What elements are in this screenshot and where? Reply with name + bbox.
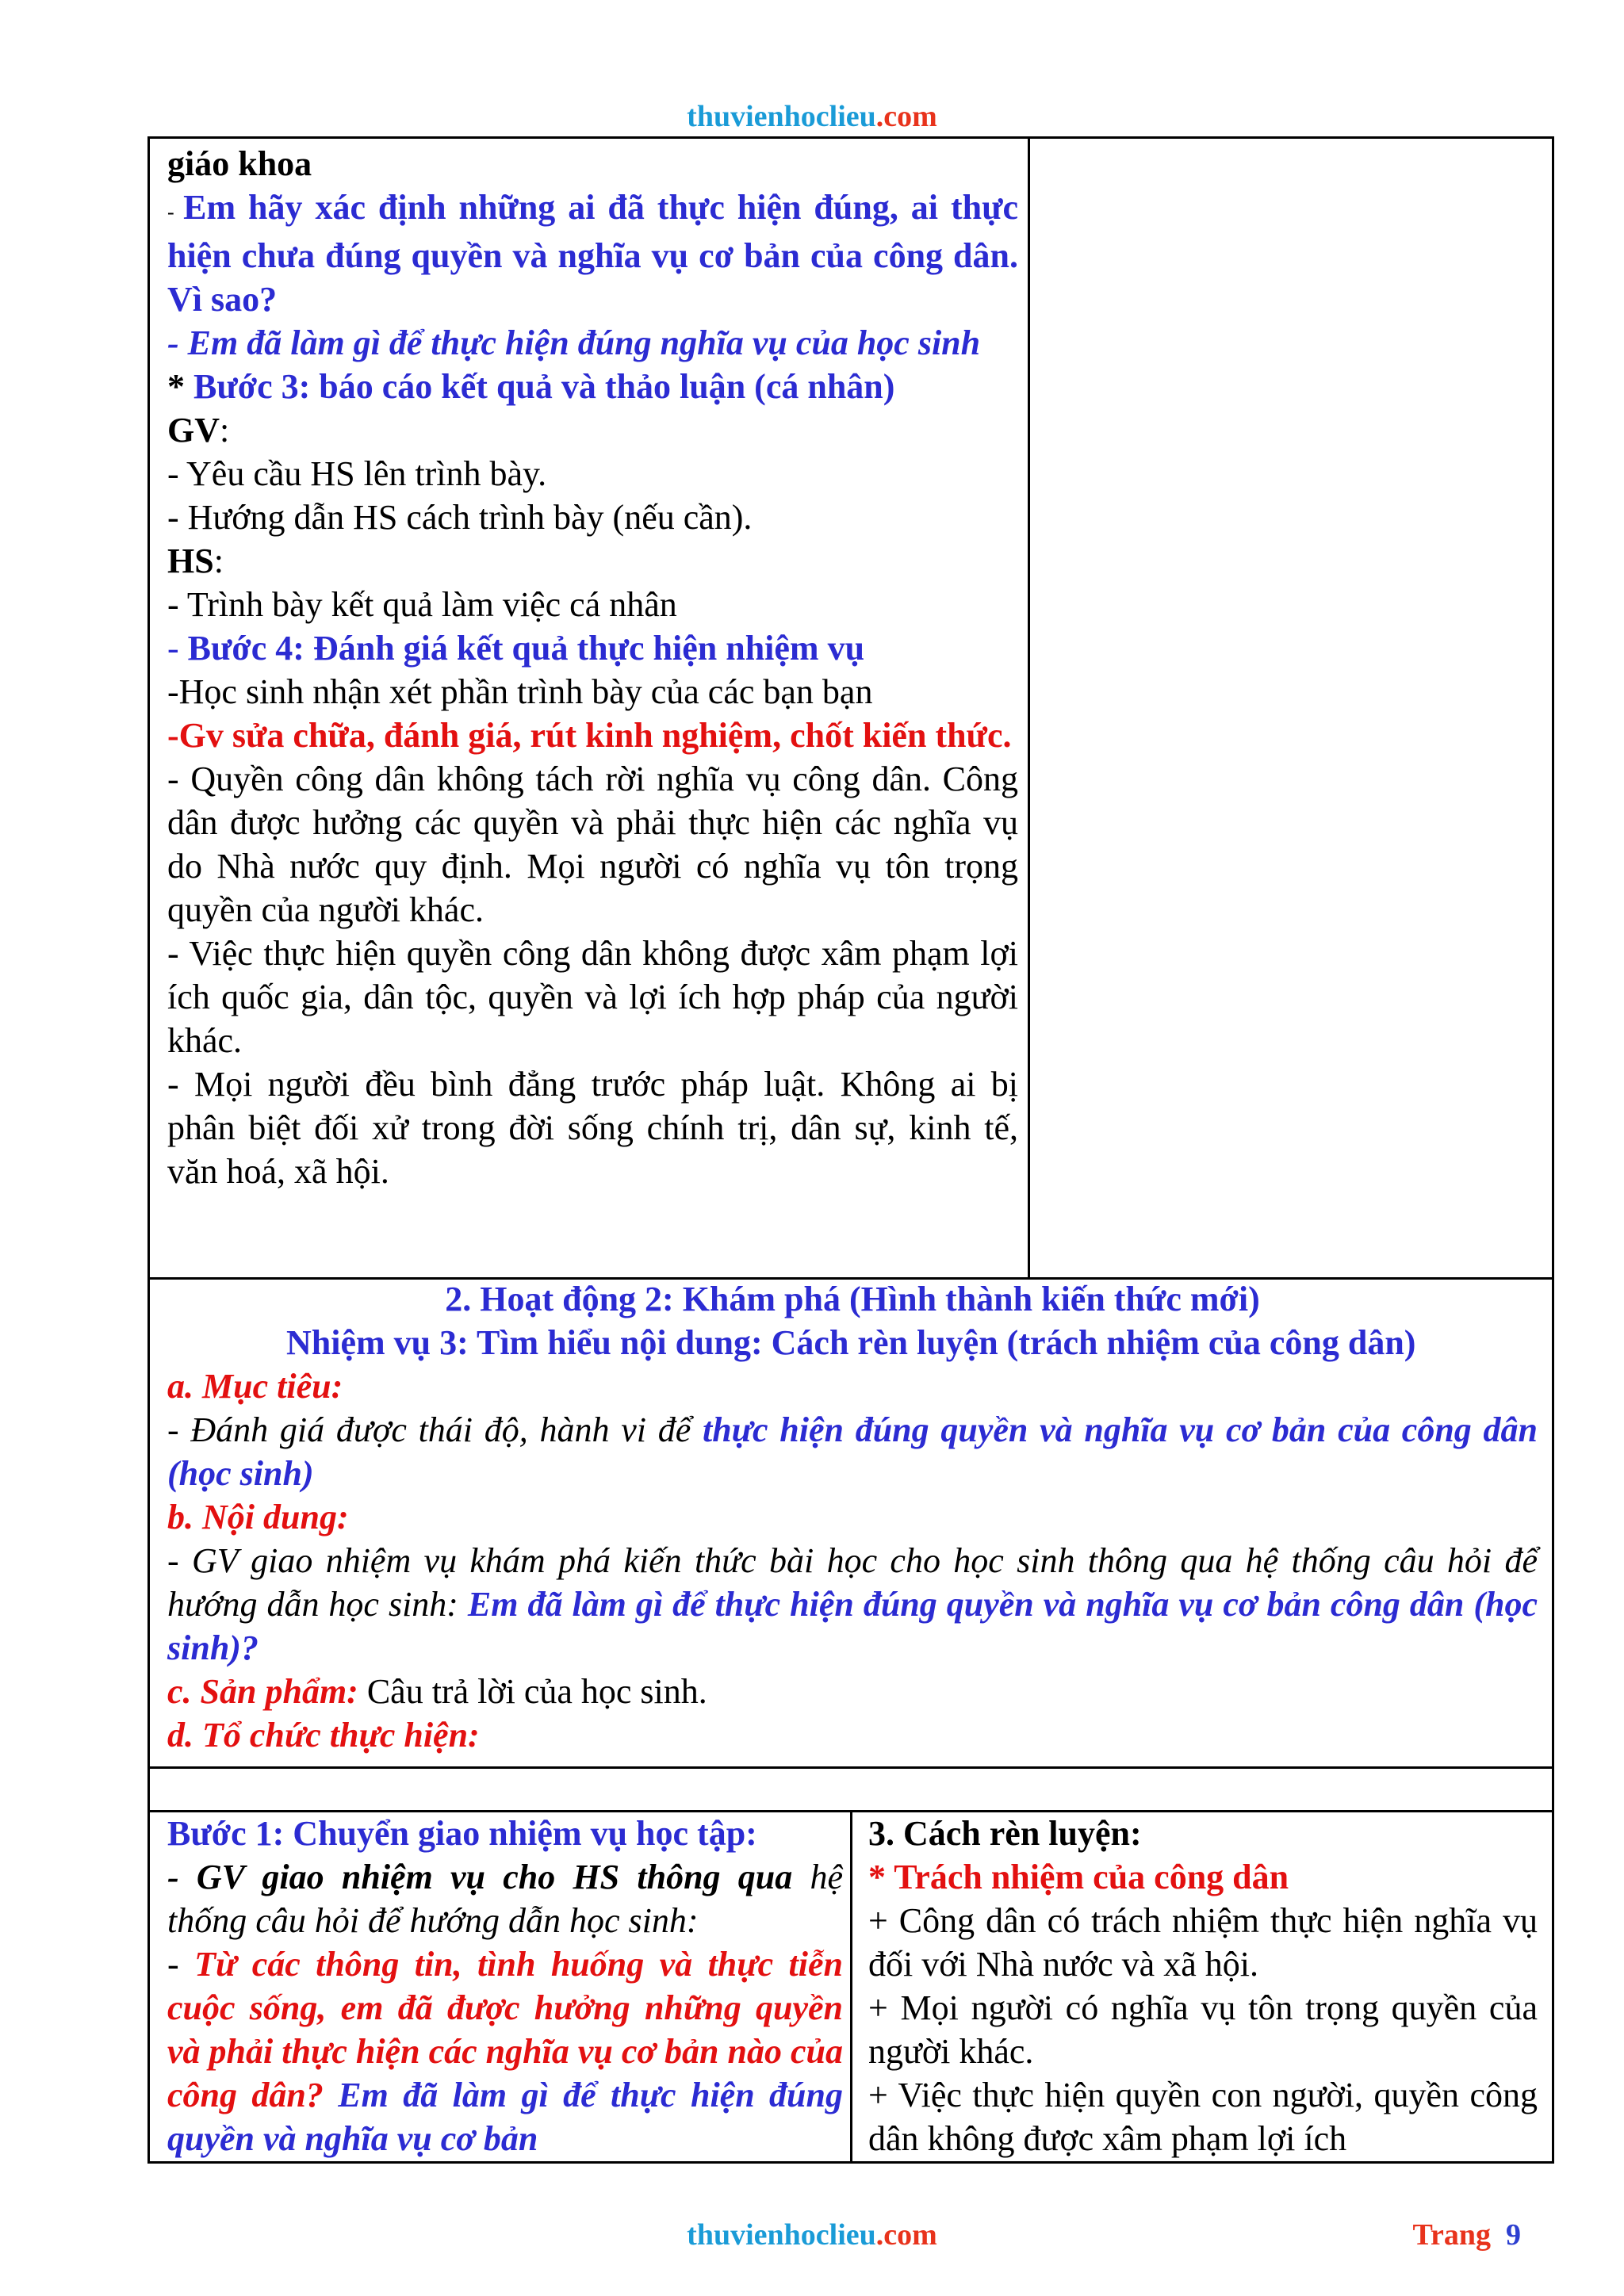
bottom-right-cell: [850, 1810, 1554, 2164]
text-line: - Trình bày kết quả làm việc cá nhân: [167, 585, 677, 624]
gv-conclusion: -Gv sửa chữa, đánh giá, rút kinh nghiệm, chốt kiến thức.: [167, 716, 1012, 755]
text-line: - Hướng dẫn HS cách trình bày (nếu cần).: [167, 498, 753, 537]
gv-task: - GV giao nhiệm vụ cho HS thông qua hệ thống câu hỏi để hướng dẫn học sinh:: [167, 1858, 844, 1940]
activity-title: 2. Hoạt động 2: Khám phá (Hình thành kiến thức mới): [445, 1280, 1260, 1318]
step4-heading: - Bước 4: Đánh giá kết quả thực hiện nhiệm vụ: [167, 629, 865, 668]
text-line: giáo khoa: [167, 144, 312, 183]
section-b-text: - GV giao nhiệm vụ khám phá kiến thức bài học cho học sinh thông qua hệ thống câu hỏi để hướng dẫn học sinh: Em đã làm gì để thực hiện đúng quyền và nghĩa vụ cơ bản công dân (học sinh)?: [167, 1541, 1538, 1667]
task-title: Nhiệm vụ 3: Tìm hiểu nội dung: Cách rèn luyện (trách nhiệm của công dân): [286, 1323, 1416, 1362]
list-item: + Mọi người có nghĩa vụ tôn trọng quyền của người khác.: [868, 1988, 1538, 2071]
top-left-cell: [147, 136, 1029, 1280]
paragraph: - Quyền công dân không tách rời nghĩa vụ công dân. Công dân được hưởng các quyền và phải thực hiện các nghĩa vụ do Nhà nước quy định. Mọi người có nghĩa vụ tôn trọng quyền của người khác.: [167, 760, 1018, 929]
paragraph: - Mọi người đều bình đẳng trước pháp luật. Không ai bị phân biệt đối xử trong đời sống chính trị, dân sự, kinh tế, văn hoá, xã hội.: [167, 1065, 1018, 1191]
header-site: thuvienhoclieu.com: [687, 100, 937, 133]
list-item: + Việc thực hiện quyền con người, quyền công dân không được xâm phạm lợi ích: [868, 2076, 1538, 2158]
section-subtitle: * Trách nhiệm của công dân: [868, 1858, 1289, 1896]
top-right-cell: [1028, 136, 1554, 1280]
activity-cell: [147, 1277, 1554, 1769]
bottom-left-cell: [147, 1810, 852, 2164]
list-item: + Công dân có trách nhiệm thực hiện nghĩa vụ đối với Nhà nước và xã hội.: [868, 1901, 1538, 1984]
question-1: - Em hãy xác định những ai đã thực hiện đúng, ai thực hiện chưa đúng quyền và nghĩa vụ cơ bản của công dân. Vì sao?: [167, 188, 1019, 319]
step1-heading: Bước 1: Chuyển giao nhiệm vụ học tập:: [167, 1814, 757, 1853]
footer-site: thuvienhoclieu.com: [687, 2218, 937, 2252]
step3-heading: * Bước 3: báo cáo kết quả và thảo luận (cá nhân): [167, 367, 895, 406]
hs-label: HS:: [167, 541, 224, 580]
section-a-label: a. Mục tiêu:: [167, 1367, 343, 1406]
gv-label: GV:: [167, 411, 230, 450]
section-title: 3. Cách rèn luyện:: [868, 1814, 1142, 1853]
question-2: - Em đã làm gì để thực hiện đúng nghĩa vụ của học sinh: [167, 323, 981, 362]
section-a-text: - Đánh giá được thái độ, hành vi để thực hiện đúng quyền và nghĩa vụ cơ bản của công dân (học sinh): [167, 1410, 1538, 1493]
section-b-label: b. Nội dung:: [167, 1498, 349, 1536]
paragraph: - Việc thực hiện quyền công dân không được xâm phạm lợi ích quốc gia, dân tộc, quyền và lợi ích hợp pháp của người khác.: [167, 934, 1018, 1060]
question: - Từ các thông tin, tình huống và thực tiễn cuộc sống, em đã được hưởng những quyền và phải thực hiện các nghĩa vụ cơ bản nào của công dân? Em đã làm gì để thực hiện đúng quyền và nghĩa vụ cơ bản: [167, 1945, 844, 2158]
section-c: c. Sản phẩm: Câu trả lời của học sinh.: [167, 1672, 707, 1711]
text-line: - Yêu cầu HS lên trình bày.: [167, 454, 547, 493]
page-number: Trang 9: [1412, 2218, 1521, 2252]
section-d-label: d. Tổ chức thực hiện:: [167, 1716, 480, 1755]
spacer-row: [147, 1766, 1554, 1812]
text-line: -Học sinh nhận xét phần trình bày của các bạn bạn: [167, 672, 873, 711]
